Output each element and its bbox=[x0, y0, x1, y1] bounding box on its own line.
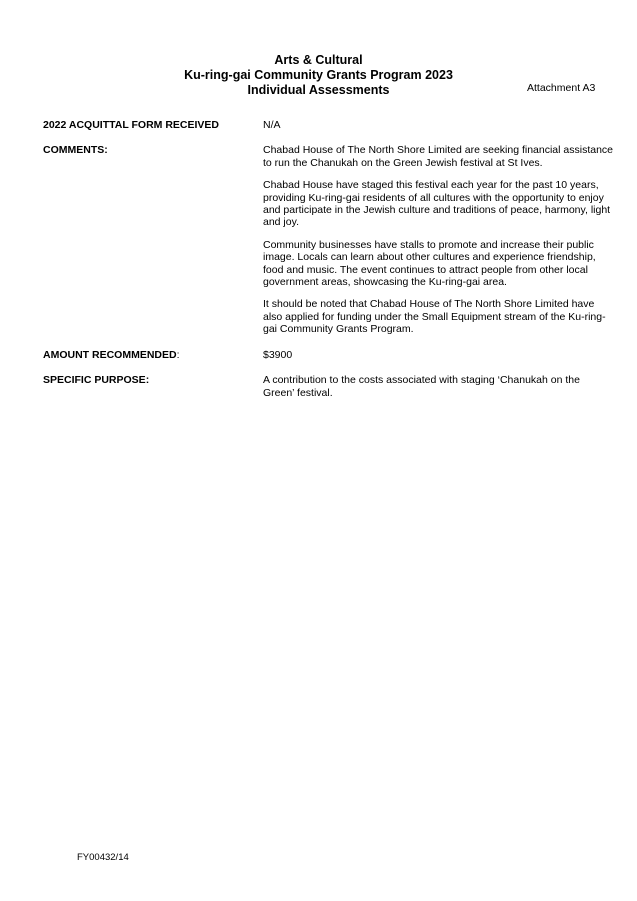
row-purpose bbox=[43, 374, 615, 399]
comments-label: COMMENTS: bbox=[43, 144, 108, 157]
row-amount bbox=[43, 349, 615, 361]
comments-paragraph: Chabad House have staged this festival each year for the past 10 years, providing Ku-ring-gai residents of all cultures with the opportunity to enjoy and participate in the Jewish culture and traditions of peace, harmony, light and joy. bbox=[263, 179, 611, 229]
header-title-line1: Arts & Cultural bbox=[274, 53, 363, 67]
acquittal-value: N/A bbox=[263, 119, 281, 131]
amount-label-colon: : bbox=[176, 348, 180, 361]
comments-paragraph: It should be noted that Chabad House of The North Shore Limited have also applied for funding under the Small Equipment stream of the Ku-ring-gai Community Grants Program. bbox=[263, 298, 606, 336]
header-title-line3: Individual Assessments bbox=[247, 83, 390, 97]
comments-paragraph: Community businesses have stalls to promote and increase their public image. Locals can learn about other cultures and experience friendship, food and music. The event continues to attract people from other local government areas, showcasing the Ku-ring-gai area. bbox=[263, 238, 596, 289]
row-comments bbox=[43, 144, 615, 335]
comments-value bbox=[263, 144, 615, 335]
purpose-label: SPECIFIC PURPOSE: bbox=[43, 374, 150, 387]
acquittal-label: 2022 ACQUITTAL FORM RECEIVED bbox=[43, 119, 219, 131]
amount-label-text: AMOUNT RECOMMENDED bbox=[43, 348, 177, 361]
amount-label bbox=[43, 349, 263, 361]
purpose-value: A contribution to the costs associated with staging ‘Chanukah on the Green’ festival. bbox=[263, 374, 580, 399]
comments-paragraph: Chabad House of The North Shore Limited are seeking financial assistance to run the Chanukah on the Green Jewish festival at St Ives. bbox=[263, 144, 614, 169]
attachment-label: Attachment A3 bbox=[527, 82, 596, 94]
amount-value: $3900 bbox=[263, 348, 293, 361]
assessment-content bbox=[43, 119, 615, 412]
footer-reference: FY00432/14 bbox=[77, 852, 129, 863]
header-title-line2: Ku-ring-gai Community Grants Program 2023 bbox=[184, 68, 453, 82]
row-acquittal bbox=[43, 119, 615, 131]
